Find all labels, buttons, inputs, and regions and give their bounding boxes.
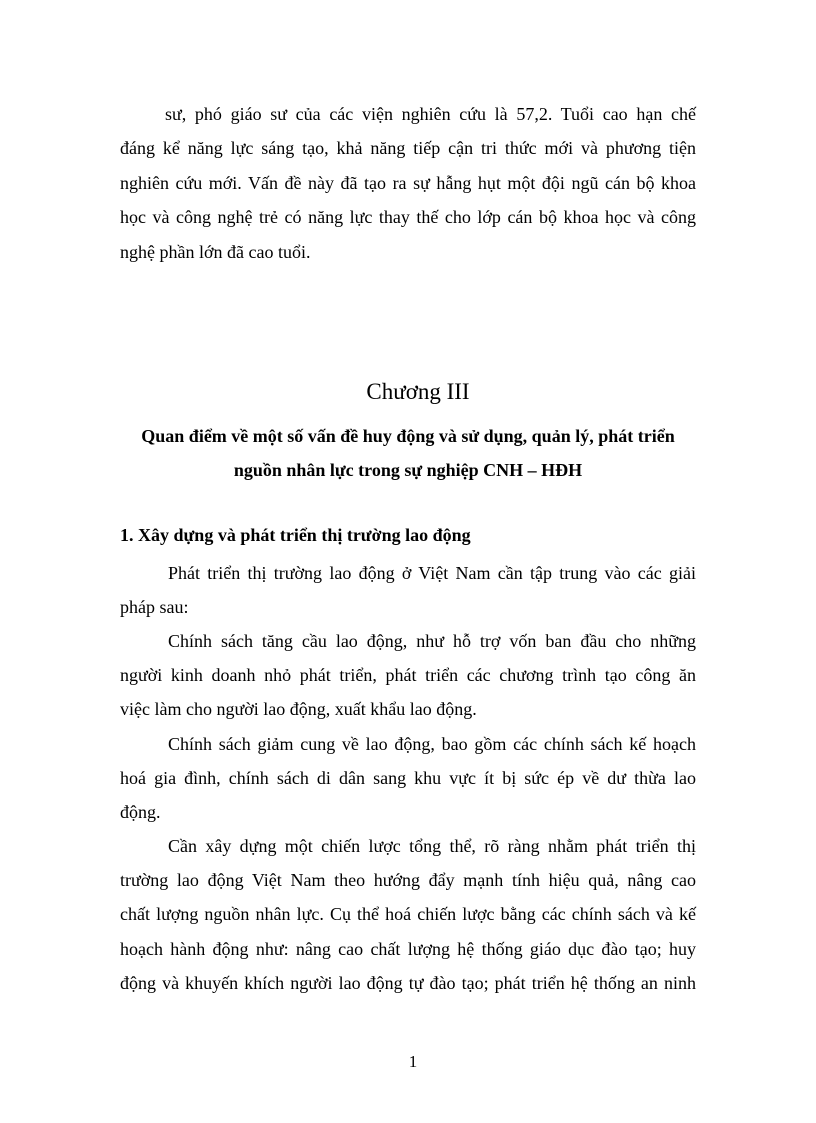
paragraph-line: trường lao động Việt Nam theo hướng đẩy mạnh tính hiệu quả, nâng cao xyxy=(120,870,696,890)
paragraph-line: Cần xây dựng một chiến lược tổng thể, rõ ràng nhằm phát triển thị xyxy=(168,836,696,856)
paragraph-line: pháp sau: xyxy=(120,597,189,617)
paragraph-line: học và công nghệ trẻ có năng lực thay thế cho lớp cán bộ khoa học và công xyxy=(120,207,696,227)
paragraph-line: đáng kể năng lực sáng tạo, khả năng tiếp cận tri thức mới và phương tiện xyxy=(120,138,696,158)
paragraph-line: Chính sách giảm cung về lao động, bao gồm các chính sách kế hoạch xyxy=(168,734,696,754)
paragraph-line: nghiên cứu mới. Vấn đề này đã tạo ra sự hẫng hụt một đội ngũ cán bộ khoa xyxy=(120,173,696,193)
paragraph-line: Phát triển thị trường lao động ở Việt Nam cần tập trung vào các giải xyxy=(168,563,696,583)
paragraph-line: sư, phó giáo sư của các viện nghiên cứu là 57,2. Tuổi cao hạn chế xyxy=(165,104,696,124)
paragraph-line: nghệ phần lớn đã cao tuổi. xyxy=(120,242,311,262)
page-number: 1 xyxy=(408,1052,418,1071)
chapter-subtitle-line: nguồn nhân lực trong sự nghiệp CNH – HĐH xyxy=(233,460,583,480)
chapter-subtitle-line: Quan điểm về một số vấn đề huy động và sử dụng, quản lý, phát triển xyxy=(141,426,675,446)
paragraph-line: việc làm cho người lao động, xuất khẩu lao động. xyxy=(120,699,477,719)
paragraph-line: động và khuyến khích người lao động tự đào tạo; phát triển hệ thống an ninh xyxy=(120,973,696,993)
paragraph-line: người kinh doanh nhỏ phát triển, phát triển các chương trình tạo công ăn xyxy=(120,665,696,685)
paragraph-line: hoá gia đình, chính sách di dân sang khu vực ít bị sức ép về dư thừa lao xyxy=(120,768,696,788)
section-heading: 1. Xây dựng và phát triển thị trường lao động xyxy=(120,525,471,545)
paragraph-line: động. xyxy=(120,802,161,822)
chapter-title: Chương III xyxy=(366,379,470,404)
paragraph-line: chất lượng nguồn nhân lực. Cụ thể hoá chiến lược bằng các chính sách và kế xyxy=(120,904,696,924)
paragraph-line: hoạch hành động như: nâng cao chất lượng hệ thống giáo dục đào tạo; huy xyxy=(120,939,696,959)
paragraph-line: Chính sách tăng cầu lao động, như hỗ trợ vốn ban đầu cho những xyxy=(168,631,696,651)
